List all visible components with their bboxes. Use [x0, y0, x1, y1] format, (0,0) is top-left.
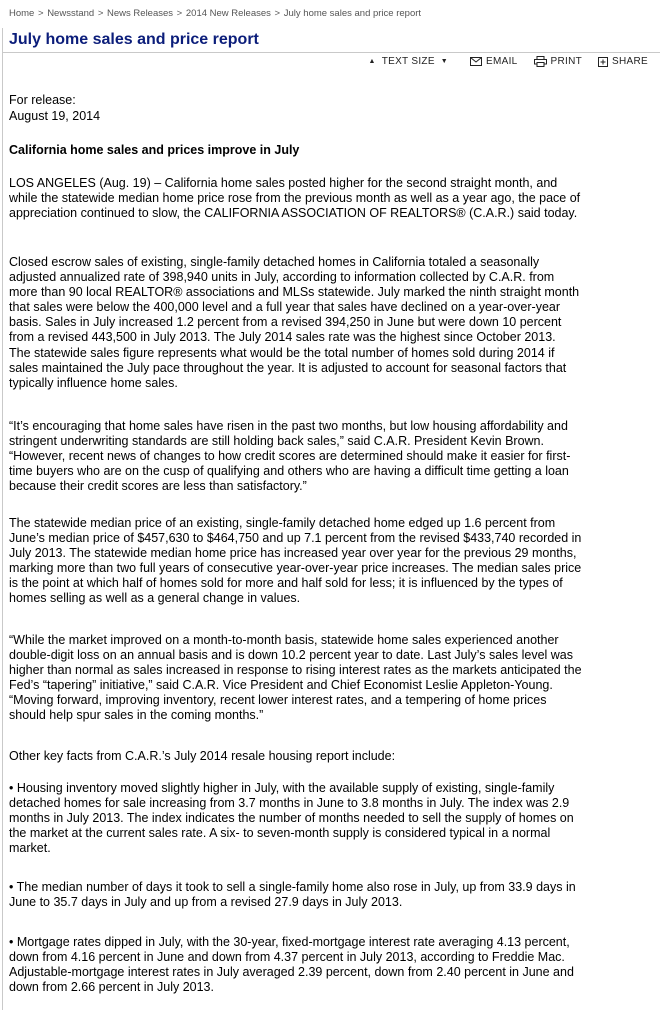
title-divider — [3, 52, 660, 53]
caret-down-icon[interactable]: ▼ — [440, 58, 449, 65]
article-paragraph: “While the market improved on a month-to-month basis, statewide home sales experienced another double-digit loss on an annual basis and is down 10.2 percent year to date. Last July’s sales level was higher than normal as sales increased in response to rising interest rates as the markets anticipated the Fed’s “tapering” initiative,” said C.A.R. Vice President and Chief Economist Leslie Appleton-Young. “Moving forward, improving inventory, recent lower interest rates, and a tempering of home prices should help spur sales in the coming months.” — [9, 633, 582, 723]
article-paragraph: The statewide median price of an existing, single-family detached home edged up 1.6 percent from June’s median price of $457,630 to $464,750 and up 7.1 percent from the revised $433,740 recorded in July 2013. The statewide median home price has increased year over year for the previous 29 months, marking more than two full years of consecutive year-over-year price increases. The median sales price is the point at which half of homes sold for more and half sold for less; it is influenced by the types of homes selling as well as a general change in values. — [9, 516, 582, 606]
print-button[interactable] — [534, 56, 583, 67]
caret-up-icon[interactable]: ▲ — [368, 58, 376, 65]
share-label: SHARE — [612, 56, 648, 67]
breadcrumb-separator: > — [274, 8, 281, 19]
text-size-control — [362, 56, 454, 67]
release-label: For release: — [9, 93, 76, 107]
printer-icon — [534, 56, 547, 67]
breadcrumb-current: July home sales and price report — [283, 8, 422, 19]
page-title: July home sales and price report — [9, 31, 259, 48]
breadcrumb — [9, 8, 421, 19]
breadcrumb-separator: > — [176, 8, 183, 19]
article-paragraph: LOS ANGELES (Aug. 19) – California home sales posted higher for the second straight month, and while the statewide median home price rose from the previous month as well as a year ago, the pace of appreciation continued to slow, the CALIFORNIA ASSOCIATION OF REALTORS® (C.A.R.) said today. — [9, 176, 581, 221]
share-button[interactable] — [598, 56, 648, 67]
email-label: EMAIL — [486, 56, 518, 67]
article-toolbar — [362, 56, 648, 67]
email-button[interactable] — [470, 56, 518, 67]
article-paragraph: “It’s encouraging that home sales have risen in the past two months, but low housing affordability and stringent underwriting standards are still holding back sales,” said C.A.R. President Kevin Brown. “However, recent news of changes to how credit scores are determined should make it easier for first- time buyers who are on the cusp of qualifying and others who are having a difficult time getting a loan because their credit scores are less than satisfactory.” — [9, 419, 571, 494]
article-headline: California home sales and prices improve in July — [9, 143, 300, 157]
article-paragraph: Other key facts from C.A.R.’s July 2014 resale housing report include: — [9, 749, 396, 763]
text-size-label: TEXT SIZE — [381, 56, 435, 67]
article-paragraph: Closed escrow sales of existing, single-family detached homes in California totaled a seasonally adjusted annualized rate of 398,940 units in July, according to information collected by C.A.R. from more than 90 local REALTOR® associations and MLSs statewide. July marked the ninth straight month that sales were below the 400,000 level and a full year that sales have declined on a year-over-year basis. Sales in July increased 1.2 percent from a revised 394,250 in June but were down 10 percent from a revised 443,500 in July 2013. The July 2014 sales rate was the highest since October 2013. The statewide sales figure represents what would be the total number of homes sold during 2014 if sales maintained the July pace throughout the year. It is adjusted to account for seasonal factors that typically influence home sales. — [9, 255, 580, 390]
envelope-icon — [470, 57, 482, 66]
breadcrumb-home-link[interactable]: Home — [9, 8, 35, 19]
breadcrumb-separator: > — [97, 8, 104, 19]
article-bullet: • The median number of days it took to sell a single-family home also rose in July, up from 33.9 days in June to 35.7 days in July and up from a revised 27.9 days in July 2013. — [9, 880, 576, 910]
breadcrumb-newsstand-link[interactable]: Newsstand — [47, 8, 95, 19]
breadcrumb-separator: > — [37, 8, 44, 19]
left-border — [2, 28, 3, 1010]
breadcrumb-2014-releases-link[interactable]: 2014 New Releases — [185, 8, 271, 19]
article-bullet: • Mortgage rates dipped in July, with the 30-year, fixed-mortgage interest rate averaging 4.13 percent, down from 4.16 percent in June and down from 4.37 percent in July 2013, according to Freddie Mac. Adjustable-mortgage interest rates in July averaged 2.39 percent, down from 2.40 percent in June and down from 2.66 percent in July 2013. — [9, 935, 574, 995]
release-date: August 19, 2014 — [9, 109, 101, 123]
plus-box-icon — [598, 57, 608, 67]
breadcrumb-news-releases-link[interactable]: News Releases — [107, 8, 174, 19]
print-label: PRINT — [550, 56, 583, 67]
release-info — [9, 92, 100, 124]
article-bullet: • Housing inventory moved slightly higher in July, with the available supply of existing, single-family detached homes for sale increasing from 3.7 months in June to 3.8 months in July. The index was 2.9 months in July 2013. The index indicates the number of months needed to sell the supply of homes on the market at the current sales rate. A six- to seven-month supply is considered typical in a normal market. — [9, 781, 574, 856]
